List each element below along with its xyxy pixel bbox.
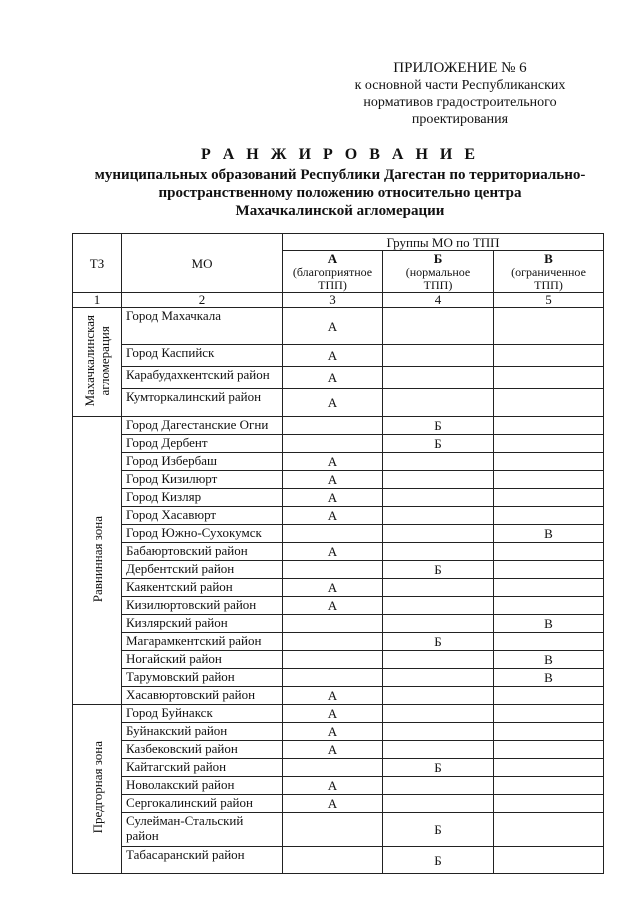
- group-b-cell: Б: [383, 561, 494, 579]
- mo-name-cell: Город Каспийск: [122, 345, 283, 367]
- table-row: [73, 417, 604, 435]
- group-c-cell: В: [494, 525, 604, 543]
- group-b-cell: [383, 615, 494, 633]
- mo-name-cell: Кумторкалинский район: [122, 389, 283, 417]
- table-row: [73, 543, 604, 561]
- group-c-cell: [494, 579, 604, 597]
- group-c-cell: [494, 847, 604, 874]
- column-header-mo: МО: [122, 234, 283, 293]
- group-a-cell: А: [283, 453, 383, 471]
- group-a-cell: А: [283, 543, 383, 561]
- group-c-cell: [494, 777, 604, 795]
- appendix-line: проектирования: [411, 112, 509, 127]
- mo-name-cell: Тарумовский район: [122, 669, 283, 687]
- zone-label: Равнинная зона: [89, 515, 105, 603]
- mo-name-cell: Город Хасавюрт: [122, 507, 283, 525]
- table-row: [73, 759, 604, 777]
- appendix-line: нормативов градостроительного: [363, 95, 557, 110]
- group-b-cell: [383, 471, 494, 489]
- group-a-cell: А: [283, 741, 383, 759]
- mo-name-cell: Бабаюртовский район: [122, 543, 283, 561]
- table-row: [73, 669, 604, 687]
- table-row: [73, 471, 604, 489]
- group-c-cell: [494, 308, 604, 345]
- group-c-cell: [494, 435, 604, 453]
- table-row: [73, 795, 604, 813]
- table-row: [73, 525, 604, 543]
- table-row: [73, 489, 604, 507]
- group-desc: ТПП): [534, 278, 563, 292]
- table-row: [73, 389, 604, 417]
- mo-name-cell: Каякентский район: [122, 579, 283, 597]
- mo-name-cell: Город Махачкала: [122, 308, 283, 345]
- mo-name-cell: Сулейман-Стальский район: [122, 813, 283, 847]
- group-a-cell: А: [283, 489, 383, 507]
- group-c-cell: [494, 367, 604, 389]
- group-letter: В: [544, 251, 553, 266]
- appendix-block: [330, 60, 590, 128]
- group-b-cell: [383, 723, 494, 741]
- mo-name-cell: Кизилюртовский район: [122, 597, 283, 615]
- group-a-cell: [283, 847, 383, 874]
- group-a-cell: [283, 435, 383, 453]
- table-row: [73, 507, 604, 525]
- group-a-cell: А: [283, 308, 383, 345]
- mo-name-cell: Город Кизляр: [122, 489, 283, 507]
- mo-name-cell: Город Дагестанские Огни: [122, 417, 283, 435]
- zone-label: Махачкалинская агломерация: [82, 314, 112, 407]
- group-desc: ТПП): [318, 278, 347, 292]
- group-a-cell: А: [283, 345, 383, 367]
- group-a-cell: А: [283, 471, 383, 489]
- group-c-cell: [494, 345, 604, 367]
- group-b-cell: [383, 543, 494, 561]
- table-row: [73, 633, 604, 651]
- mo-name-cell: Город Кизилюрт: [122, 471, 283, 489]
- group-desc: (нормальное: [405, 265, 471, 279]
- group-b-cell: [383, 525, 494, 543]
- group-b-cell: [383, 389, 494, 417]
- table-row: [73, 723, 604, 741]
- table-row: [73, 561, 604, 579]
- table-row: [73, 777, 604, 795]
- group-a-cell: А: [283, 389, 383, 417]
- column-number: 2: [122, 293, 283, 308]
- table-row: [73, 615, 604, 633]
- group-c-cell: [494, 389, 604, 417]
- group-c-cell: [494, 507, 604, 525]
- table-header-row: [73, 234, 604, 251]
- table-row: [73, 741, 604, 759]
- group-a-cell: [283, 561, 383, 579]
- group-a-cell: А: [283, 687, 383, 705]
- group-b-cell: Б: [383, 417, 494, 435]
- heading-line: пространственному положению относительно центра: [158, 185, 522, 201]
- column-header-group-b: [383, 251, 494, 293]
- group-c-cell: [494, 813, 604, 847]
- group-desc: (ограниченное: [511, 265, 586, 279]
- mo-name-cell: Новолакский район: [122, 777, 283, 795]
- mo-name-cell: Ногайский район: [122, 651, 283, 669]
- column-header-group-a: [283, 251, 383, 293]
- appendix-title: ПРИЛОЖЕНИЕ № 6: [393, 60, 527, 76]
- zone-cell: [73, 705, 122, 874]
- group-a-cell: [283, 759, 383, 777]
- group-a-cell: [283, 633, 383, 651]
- group-c-cell: [494, 453, 604, 471]
- group-a-cell: [283, 525, 383, 543]
- group-c-cell: [494, 795, 604, 813]
- group-c-cell: [494, 489, 604, 507]
- group-a-cell: А: [283, 795, 383, 813]
- table-row: [73, 687, 604, 705]
- group-a-cell: А: [283, 367, 383, 389]
- mo-name-cell: Карабудахкентский район: [122, 367, 283, 389]
- group-b-cell: Б: [383, 633, 494, 651]
- group-c-cell: [494, 759, 604, 777]
- group-c-cell: [494, 705, 604, 723]
- group-a-cell: А: [283, 723, 383, 741]
- group-c-cell: [494, 687, 604, 705]
- group-b-cell: [383, 651, 494, 669]
- table-row: [73, 597, 604, 615]
- group-b-cell: [383, 489, 494, 507]
- group-c-cell: [494, 633, 604, 651]
- mo-name-cell: Буйнакский район: [122, 723, 283, 741]
- group-b-cell: [383, 669, 494, 687]
- group-letter: Б: [433, 251, 443, 266]
- group-b-cell: Б: [383, 759, 494, 777]
- group-c-cell: [494, 741, 604, 759]
- ranking-table: [72, 233, 604, 874]
- heading-line: Махачкалинской агломерации: [235, 203, 445, 219]
- column-header-group-c: [494, 251, 604, 293]
- mo-name-cell: Дербентский район: [122, 561, 283, 579]
- group-b-cell: [383, 345, 494, 367]
- group-b-cell: [383, 795, 494, 813]
- group-b-cell: [383, 579, 494, 597]
- group-b-cell: [383, 741, 494, 759]
- group-c-cell: [494, 561, 604, 579]
- group-a-cell: А: [283, 777, 383, 795]
- group-b-cell: [383, 687, 494, 705]
- group-a-cell: А: [283, 705, 383, 723]
- mo-name-cell: Город Буйнакск: [122, 705, 283, 723]
- group-b-cell: [383, 777, 494, 795]
- mo-name-cell: Кизлярский район: [122, 615, 283, 633]
- group-c-cell: [494, 597, 604, 615]
- group-b-cell: Б: [383, 435, 494, 453]
- mo-name-cell: Казбековский район: [122, 741, 283, 759]
- group-b-cell: [383, 705, 494, 723]
- group-c-cell: [494, 543, 604, 561]
- group-c-cell: [494, 723, 604, 741]
- group-c-cell: [494, 471, 604, 489]
- table-row: [73, 579, 604, 597]
- group-a-cell: [283, 615, 383, 633]
- table-row: [73, 651, 604, 669]
- group-c-cell: В: [494, 615, 604, 633]
- group-c-cell: В: [494, 669, 604, 687]
- heading-line: муниципальных образований Республики Дагестан по территориально-: [94, 167, 586, 183]
- group-c-cell: [494, 417, 604, 435]
- column-number: 3: [283, 293, 383, 308]
- group-a-cell: [283, 813, 383, 847]
- table-row: [73, 705, 604, 723]
- group-b-cell: [383, 367, 494, 389]
- group-a-cell: [283, 417, 383, 435]
- group-b-cell: Б: [383, 813, 494, 847]
- group-a-cell: А: [283, 507, 383, 525]
- heading-title: Р А Н Ж И Р О В А Н И Е: [200, 146, 480, 163]
- group-b-cell: [383, 308, 494, 345]
- column-number: 5: [494, 293, 604, 308]
- group-desc: ТПП): [423, 278, 453, 292]
- table-row: [73, 345, 604, 367]
- mo-name-cell: Хасавюртовский район: [122, 687, 283, 705]
- group-desc: (благоприятное: [292, 265, 373, 279]
- zone-cell: [73, 308, 122, 417]
- appendix-line: к основной части Республиканских: [354, 78, 566, 93]
- group-a-cell: А: [283, 579, 383, 597]
- group-letter: А: [327, 251, 338, 266]
- mo-name-cell: Город Избербаш: [122, 453, 283, 471]
- group-c-cell: В: [494, 651, 604, 669]
- table-row: [73, 308, 604, 345]
- column-number: 1: [73, 293, 122, 308]
- table-row: [73, 847, 604, 874]
- table-row: [73, 367, 604, 389]
- group-b-cell: [383, 597, 494, 615]
- zone-label: Предгорная зона: [89, 741, 105, 834]
- table-row: [73, 435, 604, 453]
- mo-name-cell: Город Дербент: [122, 435, 283, 453]
- column-number-row: [73, 293, 604, 308]
- group-a-cell: [283, 651, 383, 669]
- table-row: [73, 453, 604, 471]
- table-body: [73, 308, 604, 874]
- mo-name-cell: Город Южно-Сухокумск: [122, 525, 283, 543]
- column-header-tz: ТЗ: [73, 234, 122, 293]
- mo-name-cell: Кайтагский район: [122, 759, 283, 777]
- group-b-cell: [383, 453, 494, 471]
- group-b-cell: Б: [383, 847, 494, 874]
- column-number: 4: [383, 293, 494, 308]
- document-heading: [40, 146, 640, 220]
- mo-name-cell: Магарамкентский район: [122, 633, 283, 651]
- group-header: Группы МО по ТПП: [283, 234, 604, 251]
- mo-name-cell: Табасаранский район: [122, 847, 283, 874]
- mo-name-cell: Сергокалинский район: [122, 795, 283, 813]
- group-b-cell: [383, 507, 494, 525]
- group-a-cell: А: [283, 597, 383, 615]
- zone-cell: [73, 417, 122, 705]
- group-a-cell: [283, 669, 383, 687]
- table-row: [73, 813, 604, 847]
